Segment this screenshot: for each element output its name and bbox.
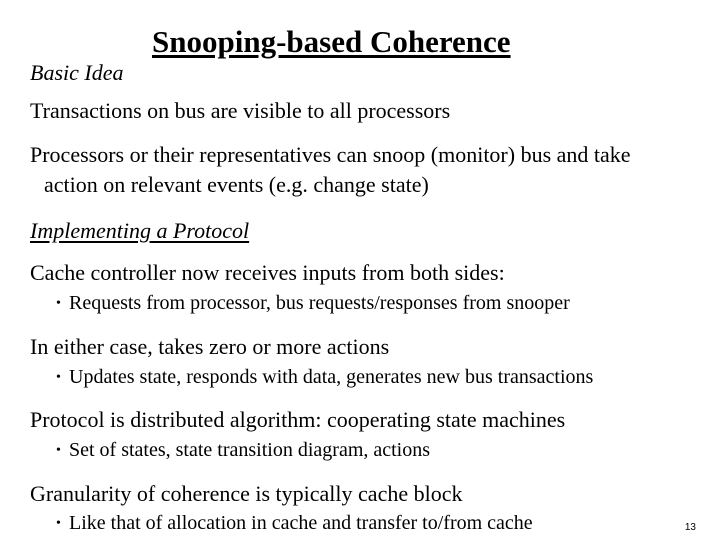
bullet-item-states — [56, 439, 430, 462]
bullet-icon: • — [56, 296, 61, 312]
bullet-text: Requests from processor, bus requests/responses from snooper — [69, 292, 570, 314]
bullet-icon: • — [56, 516, 61, 532]
paragraph-snoop-line2: action on relevant events (e.g. change state) — [44, 172, 429, 197]
implementing-heading: Implementing a Protocol — [30, 218, 250, 243]
paragraph-protocol: Protocol is distributed algorithm: cooperating state machines — [30, 407, 566, 432]
bullet-item-requests — [56, 292, 570, 315]
paragraph-snoop-line1: Processors or their representatives can snoop (monitor) bus and take — [30, 142, 631, 167]
bullet-icon: • — [56, 443, 61, 459]
basic-idea-heading: Basic Idea — [30, 60, 124, 85]
paragraph-snoop — [30, 140, 631, 200]
bullet-text: Set of states, state transition diagram, actions — [69, 439, 431, 461]
bullet-item-updates — [56, 366, 593, 389]
bullet-text: Updates state, responds with data, generates new bus transactions — [69, 366, 594, 388]
paragraph-granularity: Granularity of coherence is typically cache block — [30, 481, 463, 506]
paragraph-actions: In either case, takes zero or more actions — [30, 334, 390, 359]
paragraph-cache-controller: Cache controller now receives inputs from both sides: — [30, 260, 505, 285]
slide-title: Snooping-based Coherence — [152, 24, 511, 59]
bullet-icon: • — [56, 370, 61, 386]
bullet-item-allocation — [56, 512, 533, 535]
bullet-text: Like that of allocation in cache and transfer to/from cache — [69, 512, 533, 534]
paragraph-bus-visibility: Transactions on bus are visible to all processors — [30, 98, 451, 123]
page-number: 13 — [684, 522, 696, 533]
